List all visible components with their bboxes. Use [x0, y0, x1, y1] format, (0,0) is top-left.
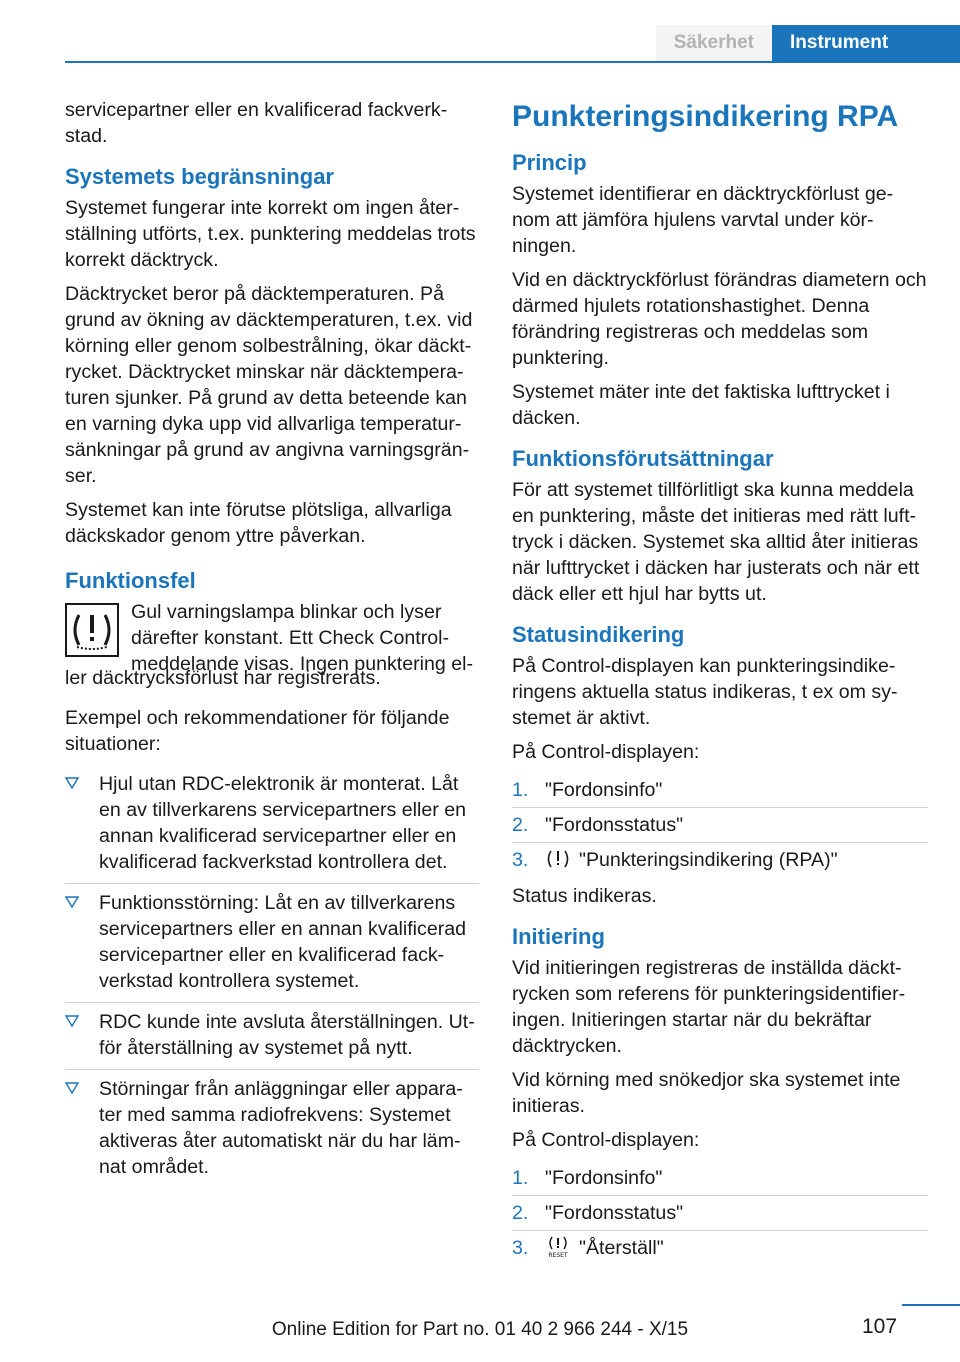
list-item-text: Störningar från anläggningar eller appara-ter med samma radiofrekvens: Systemet aktiveras åter automatiskt när du har läm-nat området. [99, 1078, 463, 1178]
step-number: 2. [512, 1202, 529, 1224]
triangle-bullet-icon [65, 895, 79, 909]
page-title: Punkteringsindikering RPA [512, 100, 899, 133]
step-number: 1. [512, 779, 529, 801]
situation-list [65, 765, 479, 1188]
left-column [65, 97, 479, 1196]
step-number: 1. [512, 1167, 529, 1189]
step-number: 3. [512, 849, 529, 871]
list-item [512, 773, 928, 808]
right-column [512, 97, 928, 1271]
page-number: 107 [862, 1315, 898, 1338]
status-paragraph-3: Status indikeras. [512, 885, 657, 907]
principle-paragraph-2: Vid en däcktryckförlust förändras diametern och därmed hjulets rotationshastighet. Denna förändring registreras och meddelas som punktering. [512, 269, 927, 369]
rpa-reset-icon [545, 1236, 571, 1258]
limits-heading: Systemets begränsningar [65, 164, 334, 189]
limits-paragraph-1: Systemet fungerar inte korrekt om ingen åter-ställning utförts, t.ex. punktering meddelas trots korrekt däcktryck. [65, 197, 476, 271]
principle-heading: Princip [512, 150, 587, 175]
step-text: "Fordonsinfo" [545, 779, 663, 801]
list-item [512, 1161, 928, 1196]
rpa-warning-icon [545, 848, 571, 870]
status-paragraph-2: På Control-displayen: [512, 741, 700, 763]
step-text: "Fordonsstatus" [545, 814, 684, 836]
init-heading: Initiering [512, 924, 605, 949]
warning-text-continued: ler däcktrycksförlust har registrerats. [65, 667, 381, 689]
init-steps [512, 1161, 928, 1265]
step-number: 2. [512, 814, 529, 836]
step-text: "Fordonsstatus" [545, 1202, 684, 1224]
tab-instrument[interactable]: Instrument [772, 25, 960, 61]
requirements-heading: Funktionsförutsättningar [512, 446, 774, 471]
init-paragraph-2: Vid körning med snökedjor ska systemet inte initieras. [512, 1069, 901, 1117]
intro-continuation: servicepartner eller en kvalificerad fackverk-stad. [65, 99, 448, 147]
triangle-bullet-icon [65, 776, 79, 790]
malfunction-heading: Funktionsfel [65, 568, 196, 593]
warning-text: Gul varningslampa blinkar och lyser därefter konstant. Ett Check Control-meddelande visas. Ingen punktering el- [131, 601, 474, 675]
principle-paragraph-3: Systemet mäter inte det faktiska lufttrycket i däcken. [512, 381, 890, 429]
step-text: "Återställ" [579, 1237, 664, 1259]
init-paragraph-1: Vid initieringen registreras de inställda däckt-rycken som referens för punkteringsidentifier-ingen. Initieringen startar när du bekräftar däcktrycken. [512, 957, 906, 1057]
step-text: "Fordonsinfo" [545, 1167, 663, 1189]
tab-sakerhet[interactable]: Säkerhet [656, 25, 772, 61]
list-item [512, 1231, 928, 1265]
list-item [512, 843, 928, 877]
list-item [512, 808, 928, 843]
reset-icon-label: RESET [548, 1252, 568, 1258]
triangle-bullet-icon [65, 1081, 79, 1095]
init-paragraph-3: På Control-displayen: [512, 1129, 700, 1151]
tire-pressure-warning-icon [65, 603, 119, 657]
edition-footer: Online Edition for Part no. 01 40 2 966 244 - X/15 [271, 1319, 689, 1340]
status-paragraph-1: På Control-displayen kan punkteringsindike-ringens aktuella status indikeras, t ex om sy-stemet är aktivt. [512, 655, 898, 729]
header-rule [65, 61, 960, 63]
principle-paragraph-1: Systemet identifierar en däcktryckförlust ge-nom att jämföra hjulens varvtal under kör-ningen. [512, 183, 894, 257]
section-tabs [656, 25, 960, 61]
limits-paragraph-3: Systemet kan inte förutse plötsliga, allvarliga däckskador genom yttre påverkan. [65, 499, 452, 547]
examples-intro: Exempel och rekommendationer för följande situationer: [65, 707, 450, 755]
list-item [65, 1070, 479, 1188]
status-steps [512, 773, 928, 877]
step-text: "Punkteringsindikering (RPA)" [579, 849, 838, 871]
status-heading: Statusindikering [512, 622, 685, 647]
list-item [65, 765, 479, 884]
list-item-text: Funktionsstörning: Låt en av tillverkarens servicepartners eller en annan kvalificerad servicepartner eller en kvalificerad fack-verkstad kontrollera systemet. [99, 892, 467, 992]
list-item [65, 1003, 479, 1070]
limits-paragraph-2: Däcktrycket beror på däcktemperaturen. På grund av ökning av däcktemperaturen, t.ex. vid körning eller genom solbestrålning, ökar däckt-rycket. Däcktrycket minskar när däcktempera-turen sjunker. På grund av detta beteende kan en varning dyka upp vid allvarliga temperatur-sänkningar på grund av angivna varningsgrän-ser. [65, 283, 473, 487]
footer-rule [902, 1304, 960, 1306]
warning-block [65, 599, 479, 681]
triangle-bullet-icon [65, 1014, 79, 1028]
list-item-text: Hjul utan RDC-elektronik är monterat. Låt en av tillverkarens servicepartners eller en annan kvalificerad servicepartner eller en kvalificerad fackverkstad kontrollera det. [99, 773, 467, 873]
list-item [512, 1196, 928, 1231]
requirements-paragraph: För att systemet tillförlitligt ska kunna meddela en punktering, måste det initieras med rätt luft-tryck i däcken. Systemet ska alltid åter initieras när lufttrycket i däcken har justerats och när ett däck eller ett hjul har bytts ut. [512, 479, 920, 605]
list-item-text: RDC kunde inte avsluta återställningen. Ut-för återställning av systemet på nytt. [99, 1011, 475, 1059]
step-number: 3. [512, 1237, 529, 1259]
list-item [65, 884, 479, 1003]
